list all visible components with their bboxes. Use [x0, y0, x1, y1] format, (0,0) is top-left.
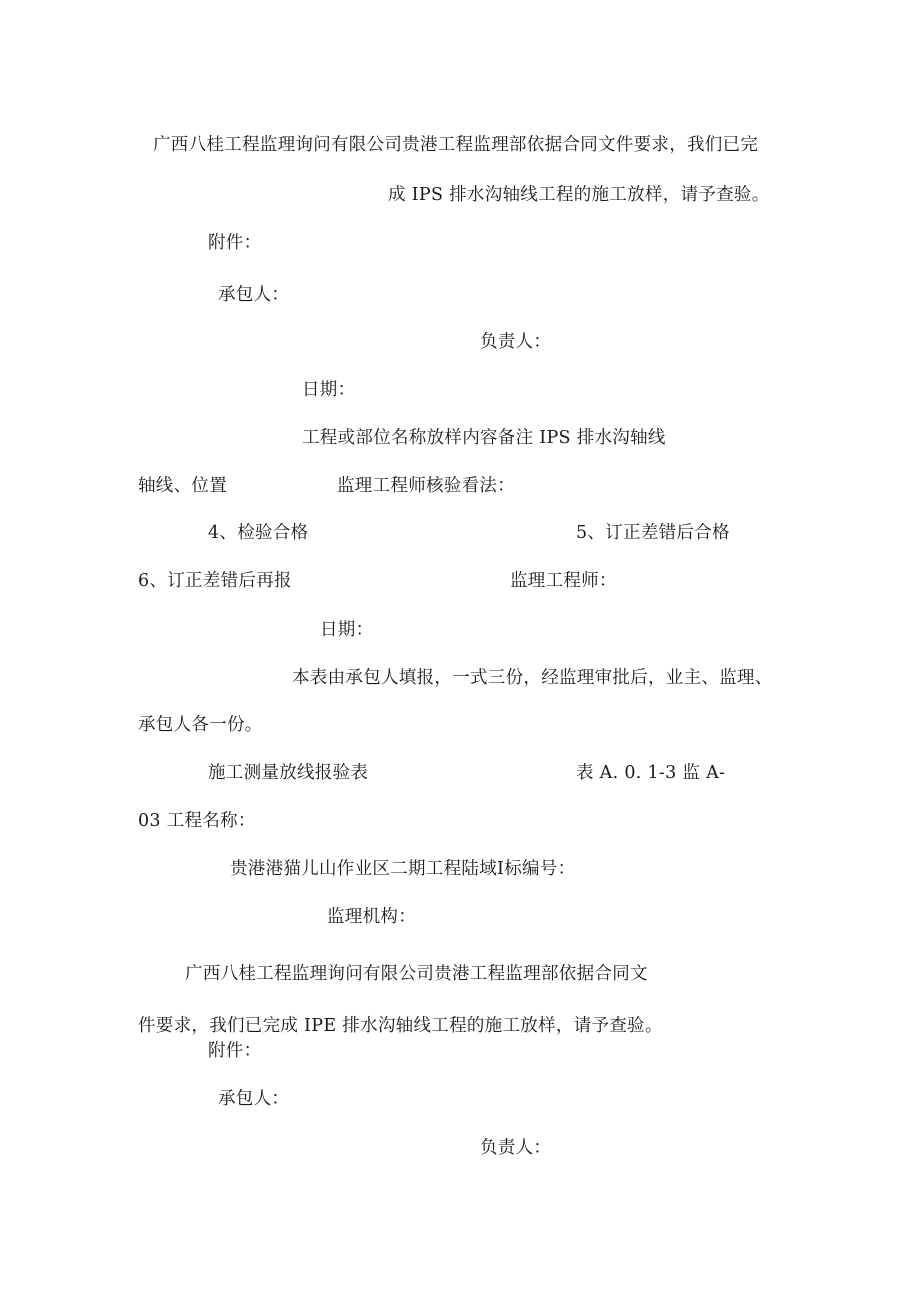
form-code-cont: 03 工程名称： [138, 811, 256, 831]
project-row: 工程或部位名称放样内容备注 IPS 排水沟轴线 [302, 428, 666, 448]
note-line-2: 承包人各一份。 [138, 715, 263, 735]
attachment-label: 附件： [208, 233, 262, 253]
contractor-label-2: 承包人： [218, 1089, 290, 1109]
supervisor-engineer-label: 监理工程师： [510, 571, 617, 591]
axis-position: 轴线、位置 [138, 476, 227, 496]
intro-line-1: 广西八桂工程监理询问有限公司贵港工程监理部依据合同文件要求，我们已完 [153, 135, 759, 155]
date-label: 日期： [302, 380, 356, 400]
option-5: 5、订正差错后合格 [576, 523, 730, 543]
person-in-charge-label-2: 负责人： [480, 1138, 552, 1158]
intro-line-2: 成 IPS 排水沟轴线工程的施工放样，请予查验。 [388, 185, 770, 205]
form-title: 施工测量放线报验表 [208, 763, 369, 783]
person-in-charge-label: 负责人： [480, 332, 552, 352]
option-6: 6、订正差错后再报 [138, 571, 292, 591]
form-code: 表 A. 0. 1-3 监 A- [576, 763, 726, 783]
option-4: 4、检验合格 [208, 523, 309, 543]
project-name: 贵港港猫儿山作业区二期工程陆域Ⅰ标编号： [230, 859, 576, 879]
note-line-1: 本表由承包人填报，一式三份，经监理审批后，业主、监理、 [292, 668, 773, 688]
contractor-label: 承包人： [218, 285, 290, 305]
intro2-line-1: 广西八桂工程监理询问有限公司贵港工程监理部依据合同文 [185, 964, 648, 984]
intro2-line-2: 件要求，我们已完成 IPE 排水沟轴线工程的施工放样，请予查验。 [138, 1016, 663, 1036]
attachment-label-2: 附件： [208, 1041, 262, 1061]
date-label-2: 日期： [320, 620, 374, 640]
supervision-org: 监理机构： [327, 907, 416, 927]
supervisor-opinion: 监理工程师核验看法： [337, 476, 515, 496]
